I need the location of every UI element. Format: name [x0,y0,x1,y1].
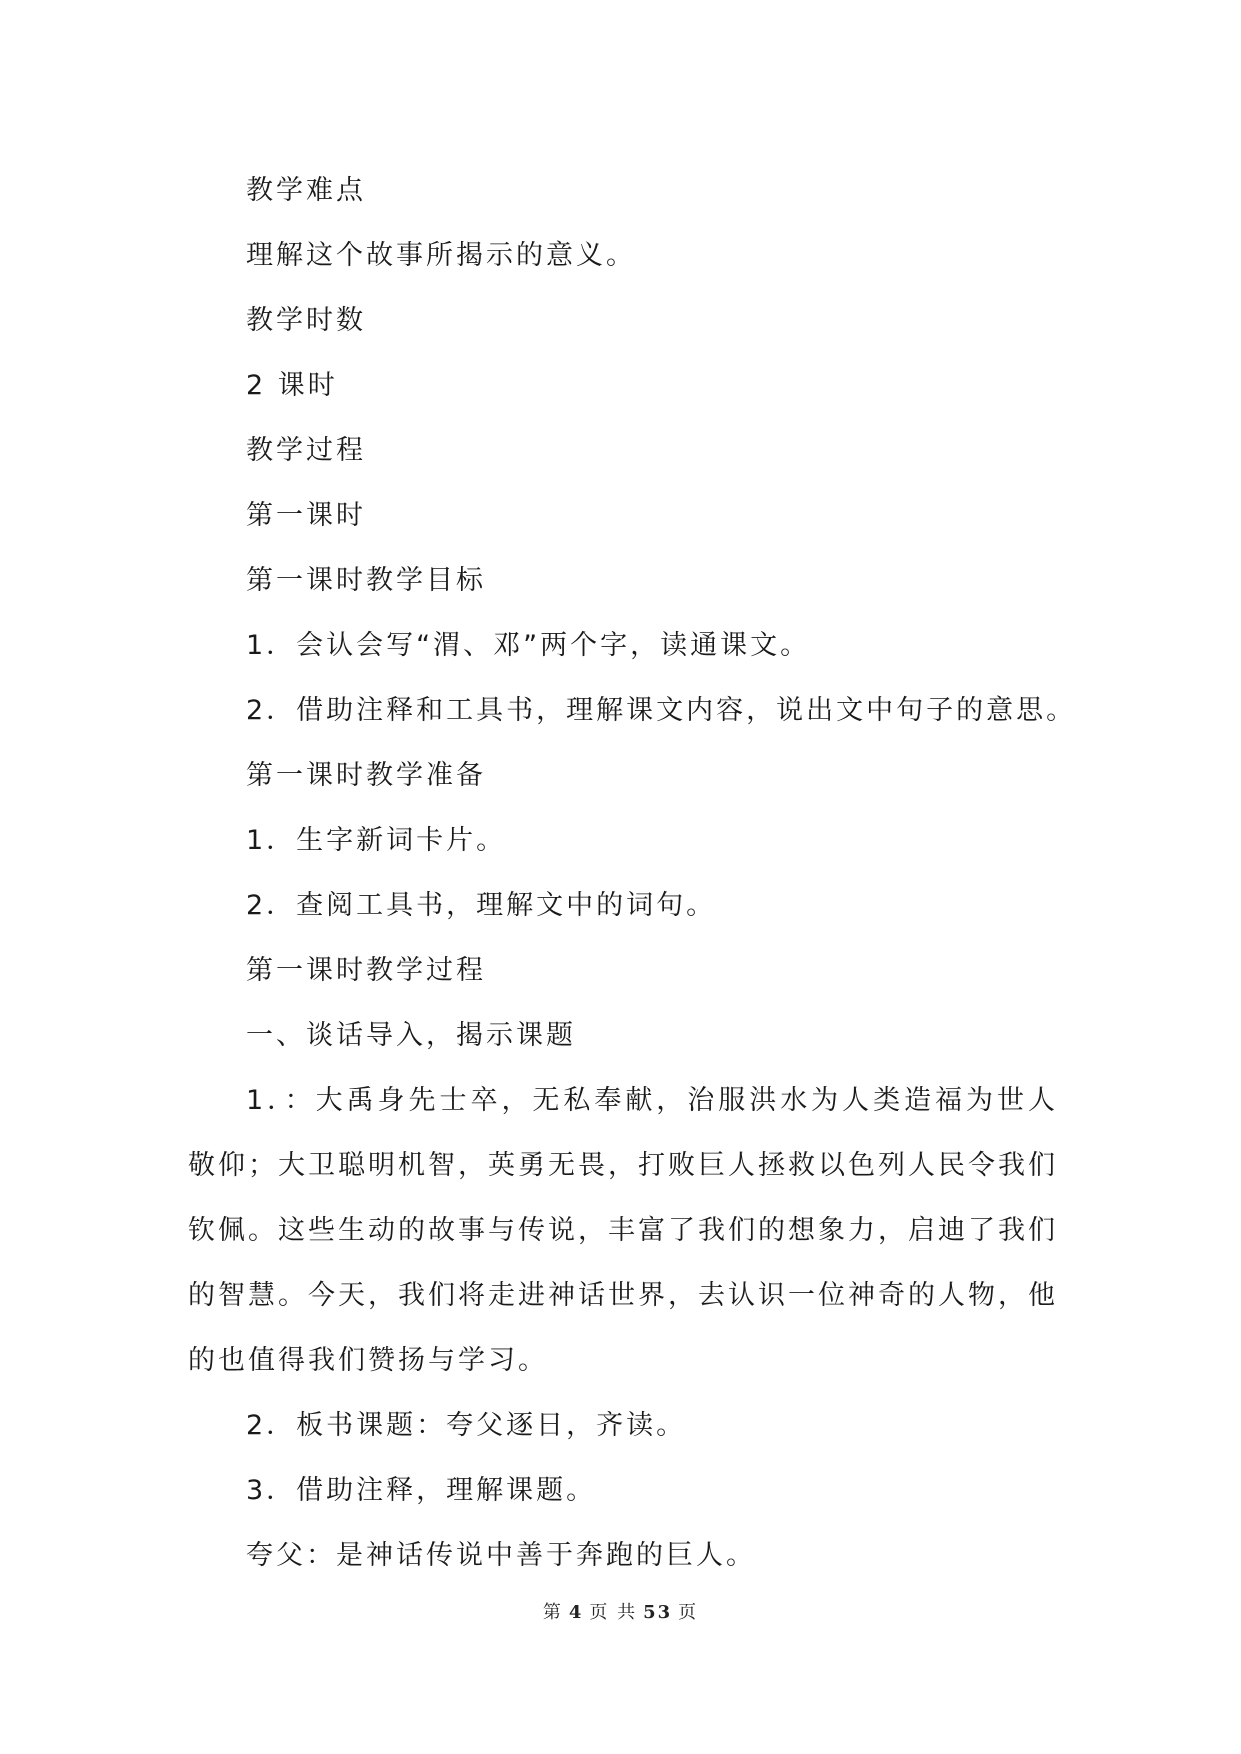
list-item: 2．板书课题：夸父逐日，齐读。 [246,1410,687,1441]
text-line: 2 课时 [246,370,338,401]
list-item: 1．生字新词卡片。 [246,825,507,856]
total-pages: 53 [643,1602,673,1623]
document-body [188,158,1077,1588]
heading-first-lesson-goals: 第一课时教学目标 [246,565,486,596]
footer-suffix: 页 [678,1602,699,1623]
list-item: 1．会认会写“渭、邓”两个字，读通课文。 [246,630,811,661]
intro-paragraph: 1．：大禹身先士卒，无私奉献，治服洪水为人类造福为世人敬仰；大卫聪明机智，英勇无畏，打败巨人拯救以色列人民令我们钦佩。这些生动的故事与传说，丰富了我们的想象力，启迪了我们的智慧。今天，我们将走进神话世界，去认识一位神奇的人物，他的也值得我们赞扬与学习。 [188,1085,1058,1376]
footer-middle: 页 共 [589,1602,638,1623]
heading-first-lesson-preparation: 第一课时教学准备 [246,760,486,791]
page-number: 4 [568,1602,584,1623]
heading-first-lesson-process: 第一课时教学过程 [246,955,486,986]
text-line: 理解这个故事所揭示的意义。 [246,240,636,271]
heading-teaching-difficulty: 教学难点 [246,175,366,206]
heading-first-lesson: 第一课时 [246,500,366,531]
list-item: 2．查阅工具书，理解文中的词句。 [246,890,717,921]
heading-teaching-process: 教学过程 [246,435,366,466]
text-line: 夸父：是神话传说中善于奔跑的巨人。 [246,1540,756,1571]
footer-prefix: 第 [542,1602,563,1623]
page-footer [0,1598,1241,1624]
heading-teaching-hours: 教学时数 [246,305,366,336]
section-heading: 一、谈话导入，揭示课题 [246,1020,576,1051]
list-item: 2．借助注释和工具书，理解课文内容，说出文中句子的意思。 [246,695,1077,726]
list-item: 3．借助注释，理解课题。 [246,1475,597,1506]
